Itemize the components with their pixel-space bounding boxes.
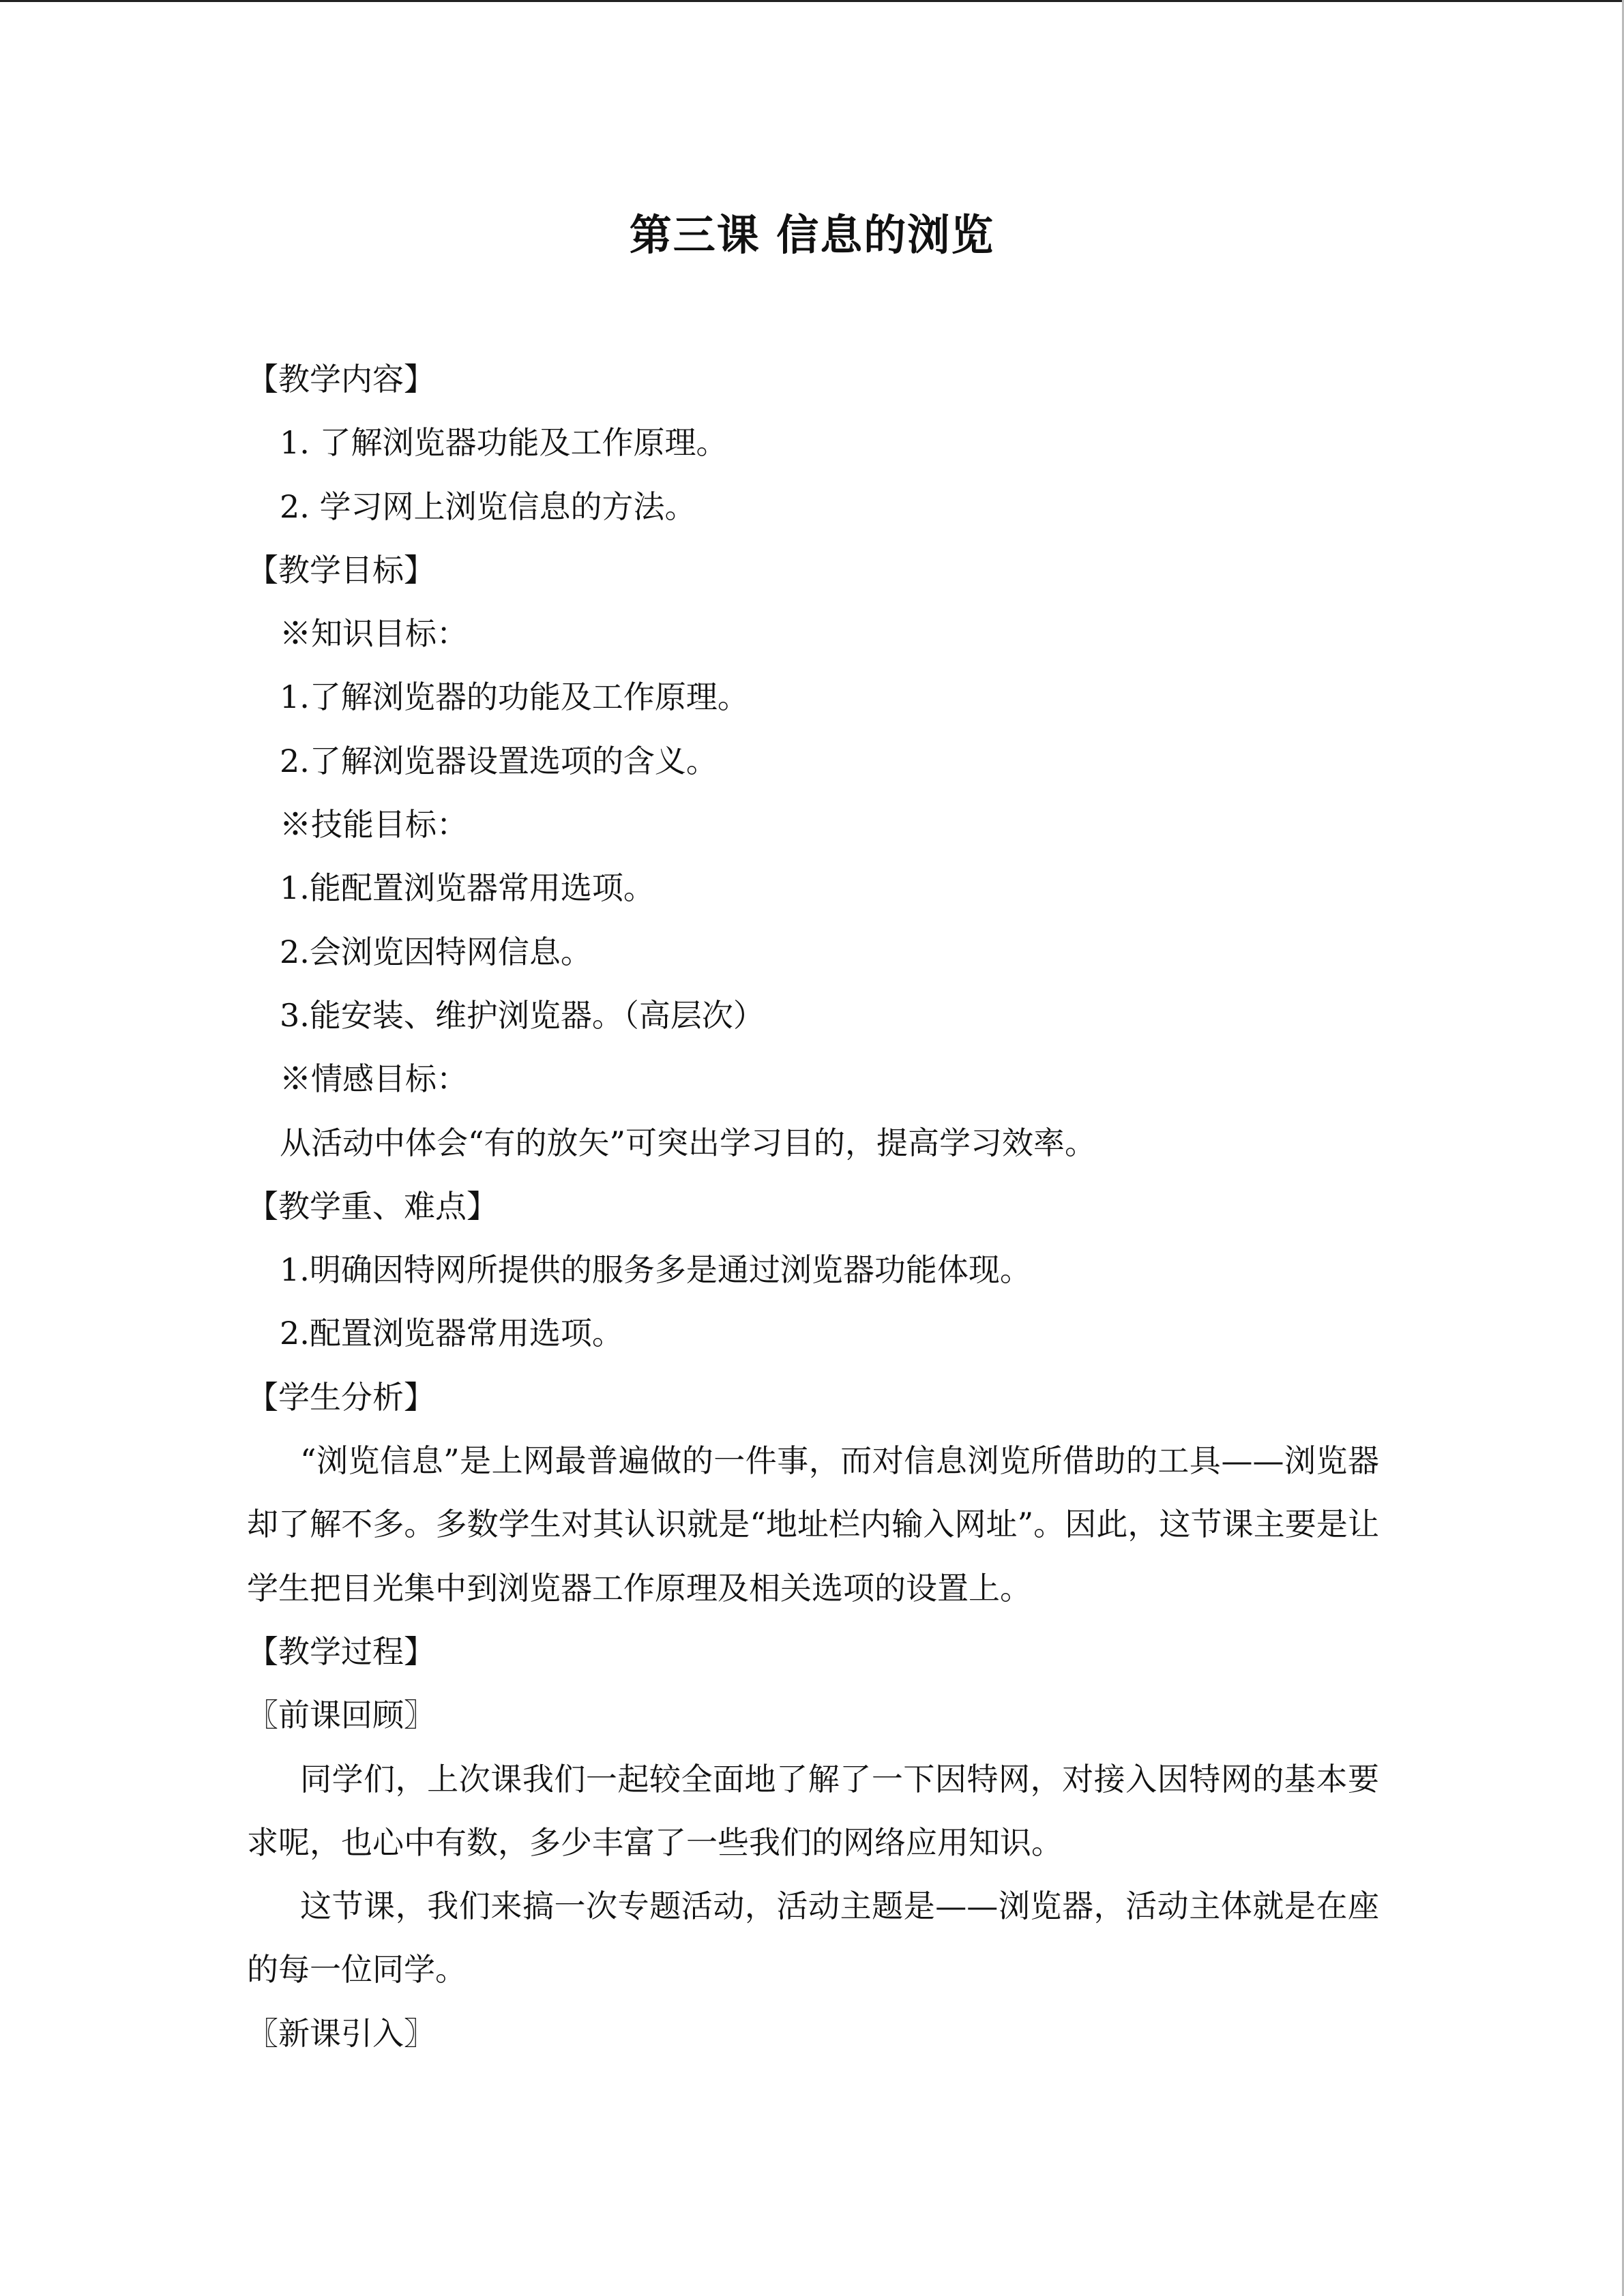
subheading-review: 〖前课回顾〗 — [247, 1697, 435, 1734]
content-item-1: 1. 了解浏览器功能及工作原理。 — [280, 424, 728, 462]
knowledge-item-1: 1.了解浏览器的功能及工作原理。 — [280, 679, 749, 716]
content-item-2: 2. 学习网上浏览信息的方法。 — [280, 488, 696, 525]
page-title: 第三课 信息的浏览 — [629, 210, 995, 260]
key-item-1: 1.明确因特网所提供的服务多是通过浏览器功能体现。 — [280, 1251, 1031, 1289]
subheading-knowledge: ※知识目标： — [280, 615, 468, 653]
subheading-emotion: ※情感目标： — [280, 1060, 468, 1098]
skill-item-2: 2.会浏览因特网信息。 — [280, 933, 592, 970]
skill-item-1: 1.能配置浏览器常用选项。 — [280, 869, 655, 907]
subheading-intro: 〖新课引入〗 — [247, 2014, 435, 2052]
review-paragraph-2: 这节课，我们来搞一次专题活动，活动主题是——浏览器，活动主体就是在座的每一位同学。 — [247, 1888, 1379, 1988]
key-item-2: 2.配置浏览器常用选项。 — [280, 1315, 623, 1352]
document-body — [247, 348, 1379, 2066]
section-heading-key-points: 【教学重、难点】 — [247, 1187, 498, 1225]
section-heading-goals: 【教学目标】 — [247, 551, 435, 588]
top-border-line — [0, 0, 1624, 2]
analysis-paragraph: “浏览信息”是上网最普遍做的一件事，而对信息浏览所借助的工具——浏览器却了解不多。多数学生对其认识就是“地址栏内输入网址”。因此，这节课主要是让学生把目光集中到浏览器工作原理及相关选项的设置上。 — [247, 1442, 1379, 1607]
subheading-skill: ※技能目标： — [280, 806, 468, 844]
review-paragraph-1: 同学们，上次课我们一起较全面地了解了一下因特网，对接入因特网的基本要求呢，也心中有数，多少丰富了一些我们的网络应用知识。 — [247, 1760, 1379, 1861]
section-heading-analysis: 【学生分析】 — [247, 1378, 435, 1416]
section-heading-process: 【教学过程】 — [247, 1632, 435, 1670]
skill-item-3: 3.能安装、维护浏览器。（高层次） — [280, 996, 765, 1034]
section-heading-content: 【教学内容】 — [247, 361, 435, 398]
knowledge-item-2: 2.了解浏览器设置选项的含义。 — [280, 742, 718, 779]
emotion-text: 从活动中体会“有的放矢”可突出学习目的，提高学习效率。 — [280, 1124, 1097, 1161]
